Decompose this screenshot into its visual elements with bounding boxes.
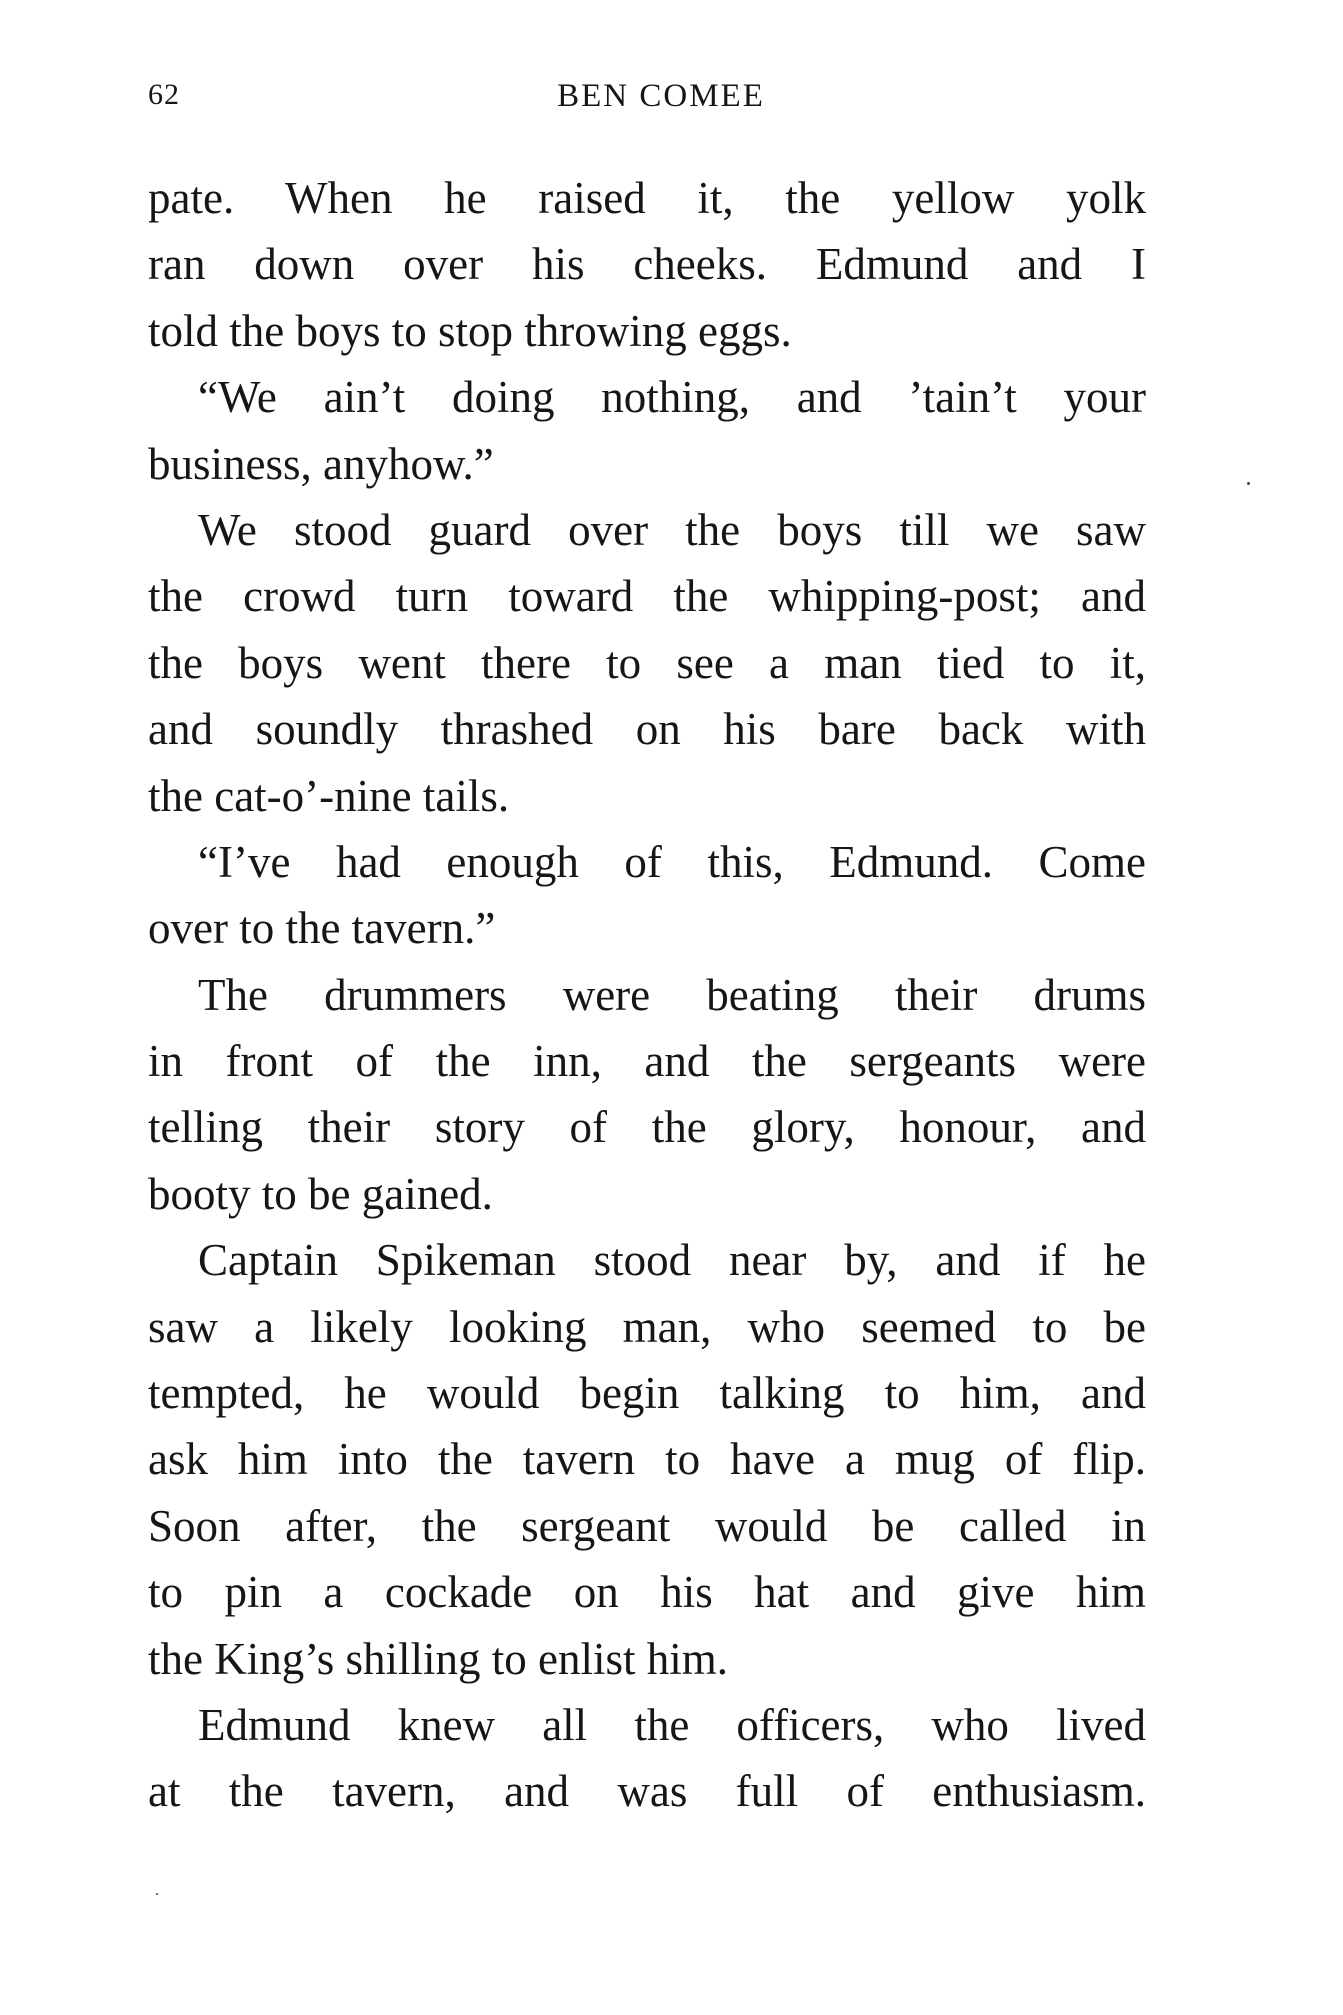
paragraph bbox=[148, 962, 1146, 1228]
text-line: The drummers were beating their drums bbox=[198, 969, 1146, 1020]
text-line: over to the tavern.” bbox=[148, 903, 496, 954]
paragraph bbox=[148, 1692, 1146, 1825]
paragraph bbox=[148, 1227, 1146, 1692]
text-line: “We ain’t doing nothing, and ’tain’t your bbox=[198, 372, 1146, 423]
text-line: told the boys to stop throwing eggs. bbox=[148, 305, 792, 356]
text-line: We stood guard over the boys till we saw bbox=[198, 504, 1146, 555]
text-line: the boys went there to see a man tied to it, bbox=[148, 637, 1146, 688]
text-line: pate. When he raised it, the yellow yolk bbox=[148, 173, 1146, 223]
text-line: business, anyhow.” bbox=[148, 438, 494, 489]
running-title: BEN COMEE bbox=[557, 78, 765, 114]
text-line: Edmund knew all the officers, who lived bbox=[198, 1699, 1146, 1750]
text-line: in front of the inn, and the sergeants were bbox=[148, 1036, 1146, 1087]
text-line: Captain Spikeman stood near by, and if he bbox=[198, 1235, 1146, 1286]
text-line: to pin a cockade on his hat and give him bbox=[148, 1567, 1146, 1618]
text-line: booty to be gained. bbox=[148, 1168, 493, 1219]
paragraph bbox=[148, 165, 1146, 364]
print-speck bbox=[156, 1893, 158, 1895]
body-text bbox=[148, 165, 1146, 1825]
print-speck bbox=[1247, 482, 1250, 485]
text-line: telling their story of the glory, honour, and bbox=[148, 1102, 1146, 1153]
text-line: the crowd turn toward the whipping-post; and bbox=[148, 571, 1146, 622]
paragraph bbox=[148, 829, 1146, 962]
text-line: the cat-o’-nine tails. bbox=[148, 770, 510, 821]
page-number: 62 bbox=[148, 78, 180, 111]
paragraph bbox=[148, 364, 1146, 497]
paragraph bbox=[148, 497, 1146, 829]
text-line: Soon after, the sergeant would be called in bbox=[148, 1500, 1146, 1551]
text-line: and soundly thrashed on his bare back with bbox=[148, 704, 1146, 755]
text-line: saw a likely looking man, who seemed to be bbox=[148, 1301, 1146, 1352]
text-line: the King’s shilling to enlist him. bbox=[148, 1633, 729, 1684]
running-head bbox=[148, 78, 1146, 126]
text-line: at the tavern, and was full of enthusiasm. bbox=[148, 1766, 1146, 1817]
text-line: “I’ve had enough of this, Edmund. Come bbox=[198, 836, 1146, 887]
text-line: ran down over his cheeks. Edmund and I bbox=[148, 239, 1146, 290]
text-line: ask him into the tavern to have a mug of flip. bbox=[148, 1434, 1146, 1485]
text-line: tempted, he would begin talking to him, and bbox=[148, 1368, 1146, 1419]
